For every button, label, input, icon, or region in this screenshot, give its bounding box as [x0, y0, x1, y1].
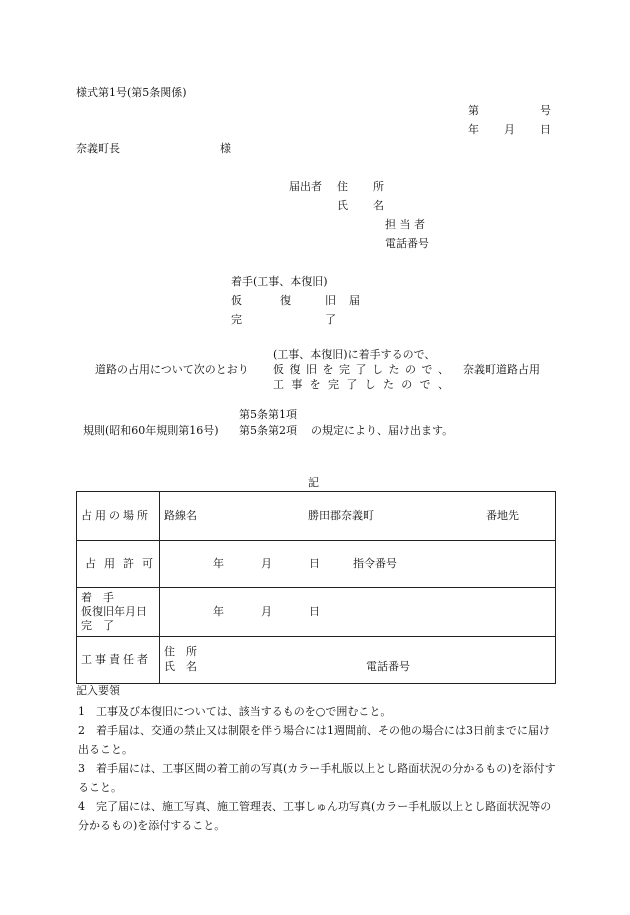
body-suffix: 奈義町道路占用: [463, 363, 540, 376]
doc-number-dai: 第: [468, 104, 479, 117]
body-ending: の規定により、届け出ます。: [311, 424, 454, 437]
table-row-supervisor: [77, 637, 556, 684]
designation-number-label: 指令番号: [353, 557, 397, 570]
note-item-1: 1 工事及び本復旧については、該当するものを○で囲むこと。: [78, 705, 392, 718]
body-rule: 規則(昭和60年規則第16号): [83, 424, 219, 437]
permit-day: 日: [309, 557, 320, 570]
label-start: 着 手: [81, 591, 114, 604]
title-fuku: 復: [280, 294, 291, 307]
ki-heading: 記: [308, 476, 319, 489]
label-location: 占用の場所: [81, 509, 151, 522]
date-month: 月: [261, 605, 272, 618]
supervisor-phone-label: 電話番号: [366, 660, 410, 673]
label-temp-restore-date: 仮復旧年月日: [81, 605, 147, 618]
title-kan: 完: [231, 313, 242, 326]
applicant-address-char-1: 住: [337, 180, 348, 193]
occupancy-table: [76, 491, 556, 684]
body-article-2: 第5条第2項: [239, 424, 297, 437]
date-year: 年: [213, 605, 224, 618]
addressee-sama: 様: [220, 142, 231, 155]
title-ryo: 了: [325, 313, 336, 326]
title-kari: 仮: [231, 294, 242, 307]
doc-date-year: 年: [468, 123, 479, 136]
title-line-1: 着手(工事、本復旧): [231, 275, 328, 288]
supervisor-name-label: 氏 名: [164, 660, 197, 673]
title-todoke: 届: [349, 294, 360, 307]
phone-label: 電話番号: [385, 237, 429, 250]
form-number: 様式第1号(第5条関係): [76, 86, 187, 99]
permit-year: 年: [213, 557, 224, 570]
town-name: 勝田郡奈義町: [308, 509, 374, 522]
body-option-2: 仮 復 旧 を 完 了 し た の で 、: [273, 363, 449, 376]
banchi-label: 番地先: [486, 509, 519, 522]
doc-date-day: 日: [540, 123, 551, 136]
supervisor-address-label: 住 所: [164, 645, 197, 658]
label-permit: 占用許可: [85, 557, 161, 570]
doc-number-go: 号: [540, 104, 551, 117]
route-name-label: 路線名: [164, 509, 197, 522]
permit-month: 月: [261, 557, 272, 570]
table-row-location: [77, 492, 556, 541]
body-option-1: (工事、本復旧)に着手するので、: [273, 348, 436, 361]
label-supervisor: 工事責任者: [81, 653, 151, 666]
date-day: 日: [309, 605, 320, 618]
note-item-3: 3 着手届には、工事区間の着工前の写真(カラー手札版以上とし路面状況の分かるもの)を添付すること。: [78, 762, 556, 794]
table-row-dates: [77, 588, 556, 637]
label-complete: 完 了: [81, 619, 114, 632]
body-option-3: 工 事 を 完 了 し た の で 、: [273, 378, 449, 391]
body-article-1: 第5条第1項: [239, 408, 297, 421]
doc-date-month: 月: [504, 123, 515, 136]
table-row-permit: [77, 541, 556, 588]
body-prefix: 道路の占用について次のとおり: [95, 363, 249, 376]
addressee-name: 奈義町長: [76, 142, 120, 155]
title-kyu: 旧: [325, 294, 336, 307]
applicant-name-char-2: 名: [373, 199, 384, 212]
person-in-charge-label: 担 当 者: [385, 218, 425, 231]
applicant-address-char-2: 所: [373, 180, 384, 193]
note-item-2: 2 着手届は、交通の禁止又は制限を伴う場合には1週間前、その他の場合には3日前までに届け出ること。: [78, 724, 550, 756]
applicant-name-char-1: 氏: [337, 199, 348, 212]
notes-heading: 記入要領: [76, 684, 120, 697]
applicant-label: 届出者: [289, 180, 322, 193]
note-item-4: 4 完了届には、施工写真、施工管理表、工事しゅん功写真(カラー手札版以上とし路面状況等の分かるもの)を添付すること。: [78, 800, 552, 832]
